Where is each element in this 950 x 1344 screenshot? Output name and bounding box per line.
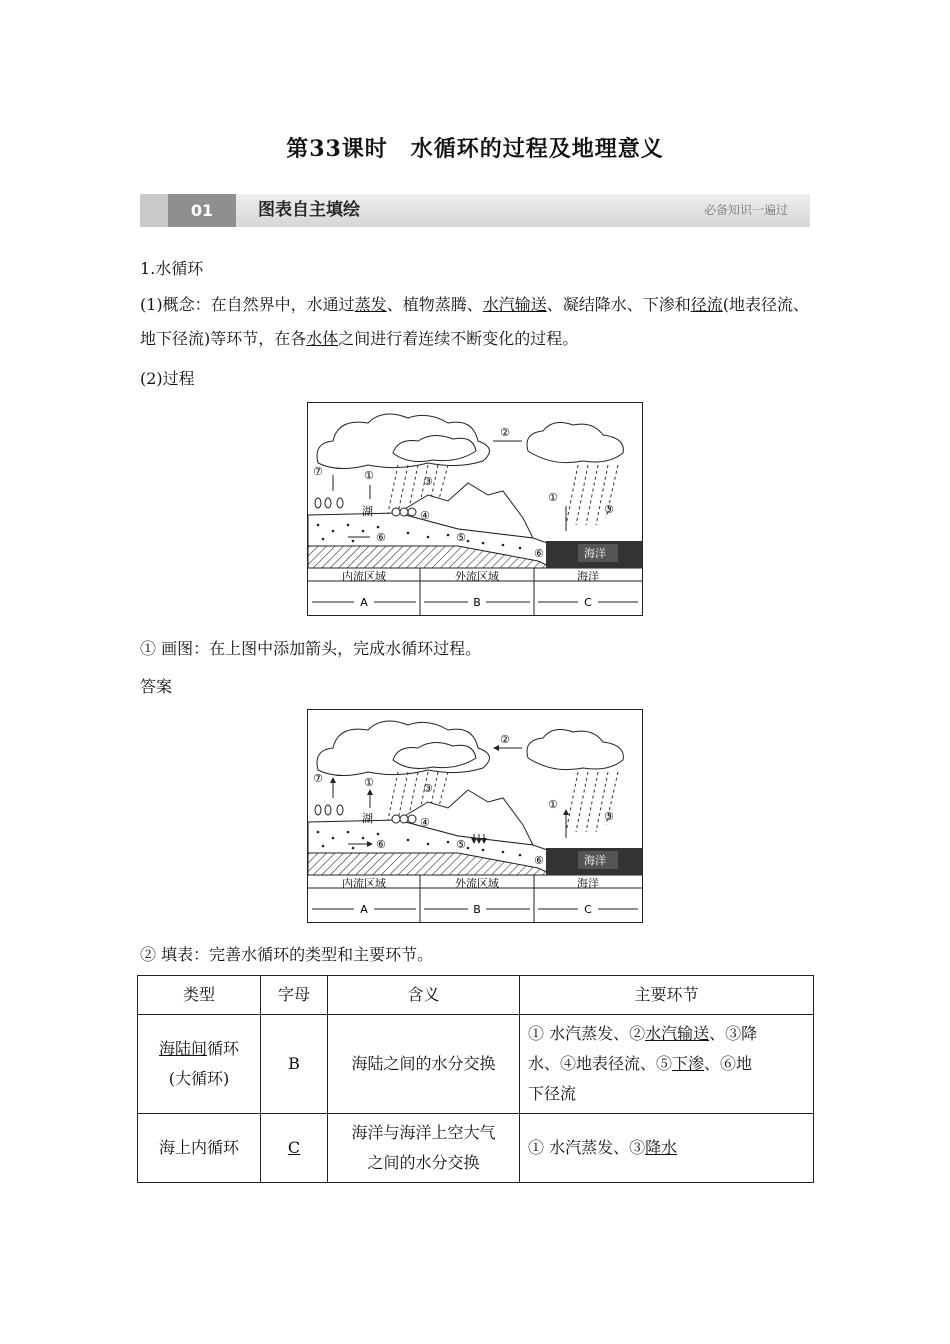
answer-label-3: ③ xyxy=(423,782,433,795)
label-1: ① xyxy=(364,469,374,482)
header-letter: 字母 xyxy=(261,976,328,1015)
water-cycle-table xyxy=(137,975,814,1183)
answer-zone-c: C xyxy=(584,903,592,916)
label-6b: ⑥ xyxy=(534,547,544,560)
label-5: ⑤ xyxy=(456,531,466,544)
answer-label-6: ⑥ xyxy=(376,838,386,851)
concept-paragraph: (1)概念：在自然界中，水通过蒸发、植物蒸腾、水汽输送、凝结降水、下渗和径流(地表径流、地下径流)等环节，在各水体之间进行着连续不断变化的过程。 xyxy=(140,295,809,348)
water-cycle-answer-diagram xyxy=(307,709,643,923)
heading-water-cycle: 1.水循环 xyxy=(140,259,204,278)
cell-type: 海陆间循环 (大循环) xyxy=(138,1015,261,1114)
answer-ocean-label: 海洋 xyxy=(584,854,606,867)
task-draw: ① 画图：在上图中添加箭头，完成水循环过程。 xyxy=(140,639,482,658)
section-subtitle: 必备知识一遍过 xyxy=(703,203,788,217)
answer-label-1b: ① xyxy=(548,798,558,811)
answer-lake-label: 湖 xyxy=(362,812,373,825)
answer-zone-inner: 内流区域 xyxy=(342,877,386,890)
task-table: ② 填表：完善水循环的类型和主要环节。 xyxy=(140,945,434,964)
answer-label-3b: ③ xyxy=(604,810,614,823)
zone-outer: 外流区域 xyxy=(455,570,499,583)
zone-b: B xyxy=(473,596,481,609)
label-6: ⑥ xyxy=(376,531,386,544)
table-row xyxy=(138,1015,814,1114)
answer-label-4: ④ xyxy=(420,816,430,829)
cell-steps: ① 水汽蒸发、②水汽输送、③降 水、④地表径流、⑤下渗、⑥地 下径流 xyxy=(520,1015,814,1114)
zone-ocean: 海洋 xyxy=(577,570,599,583)
label-3b: ③ xyxy=(604,503,614,516)
table-row xyxy=(138,1114,814,1183)
section-banner xyxy=(140,194,810,227)
cell-meaning: 海陆之间的水分交换 xyxy=(328,1015,520,1114)
header-steps: 主要环节 xyxy=(520,976,814,1015)
label-4: ④ xyxy=(420,509,430,522)
cell-meaning: 海洋与海洋上空大气 之间的水分交换 xyxy=(328,1114,520,1183)
answer-zone-outer: 外流区域 xyxy=(455,877,499,890)
page-title: 第33课时 水循环的过程及地理意义 xyxy=(286,136,664,162)
answer-zone-ocean: 海洋 xyxy=(577,877,599,890)
zone-inner: 内流区域 xyxy=(342,570,386,583)
label-1b: ① xyxy=(548,491,558,504)
water-cycle-diagram xyxy=(307,402,643,616)
process-label: (2)过程 xyxy=(140,369,195,388)
cell-letter: C xyxy=(261,1114,328,1183)
lake-label: 湖 xyxy=(362,505,373,518)
ocean-label: 海洋 xyxy=(584,547,606,560)
section-title: 图表自主填绘 xyxy=(258,200,360,220)
answer-label-6b: ⑥ xyxy=(534,854,544,867)
answer-zone-b: B xyxy=(473,903,481,916)
answer-label: 答案 xyxy=(140,677,173,696)
label-3: ③ xyxy=(423,475,433,488)
header-type: 类型 xyxy=(138,976,261,1015)
zone-c: C xyxy=(584,596,592,609)
answer-label-1: ① xyxy=(364,776,374,789)
cell-letter: B xyxy=(261,1015,328,1114)
answer-zone-a: A xyxy=(360,903,368,916)
header-meaning: 含义 xyxy=(328,976,520,1015)
answer-label-5: ⑤ xyxy=(456,838,466,851)
banner-lead-block xyxy=(140,194,168,227)
cell-type: 海上内循环 xyxy=(138,1114,261,1183)
table-header-row xyxy=(138,976,814,1015)
answer-label-7: ⑦ xyxy=(313,772,323,785)
label-7: ⑦ xyxy=(313,465,323,478)
zone-a: A xyxy=(360,596,368,609)
cell-steps: ① 水汽蒸发、③降水 xyxy=(520,1114,814,1183)
label-2: ② xyxy=(500,426,510,439)
section-number: 01 xyxy=(168,194,236,227)
answer-label-2: ② xyxy=(500,733,510,746)
